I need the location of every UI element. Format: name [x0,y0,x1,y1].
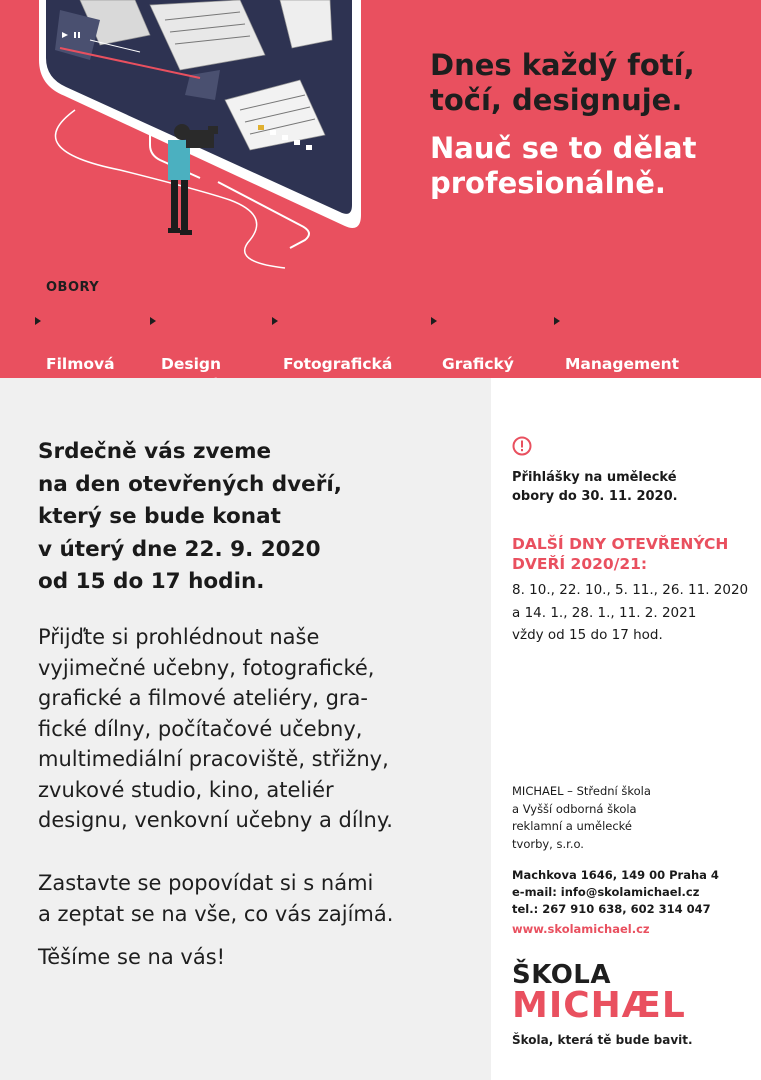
triangle-bullet-icon [554,317,560,325]
headline-dark: Dnes každý fotí, točí, designuje. [430,48,695,117]
obor-label: Management [565,355,680,373]
more-open-days-title: DALŠÍ DNY OTEVŘENÝCH DVEŘÍ 2020/21: [512,535,729,573]
triangle-bullet-icon [150,317,156,325]
invitation-text: Srdečně vás zveme na den otevřených dveří, který se bude konat v úterý dne 22. 9. 2020 od 15 do 17 hodin. [38,439,342,594]
obor-label: Design [161,355,222,373]
obor-label: Grafický [442,355,514,373]
monitor-illustration [0,0,380,280]
school-tagline: Škola, která tě bude bavit. [512,1033,693,1047]
logo-line-skola: ŠKOLA [512,960,611,990]
school-logo [512,960,742,1024]
triangle-bullet-icon [35,317,41,325]
application-deadline: Přihlášky na umělecké obory do 30. 11. 2020. [512,470,678,504]
triangle-bullet-icon [272,317,278,325]
obor-label: Fotografická [283,355,393,373]
contact-info: Machkova 1646, 149 00 Praha 4 e-mail: info@skolamichael.cz tel.: 267 910 638, 602 314 047 [512,868,719,916]
closing-line: Těšíme se na vás! [38,945,226,969]
chat-paragraph: Zastavte se popovídat si s námi a zeptat se na vše, co vás zajímá. [38,871,394,926]
triangle-bullet-icon [431,317,437,325]
company-name: MICHAEL – Střední škola a Vyšší odborná škola reklamní a umělecké tvorby, s.r.o. [512,784,651,851]
headline-light: Nauč se to dělat profesionálně. [430,131,697,200]
facilities-paragraph: Přijďte si prohlédnout naše vyjimečné učebny, fotografické, grafické a filmové ateliéry, gra- fické dílny, počítačové učebny, multimediální pracoviště, střižny, zvukové studio, kino, ateliér designu, venkovní učebny a dílny. [38,625,393,832]
hero-headline [430,48,750,201]
logo-line-michael: MICHÆL [512,985,686,1026]
exclamation-circle-icon [512,436,532,456]
cameraman-illustration [168,124,218,235]
obory-heading: OBORY [46,280,100,295]
hero-banner [0,0,761,378]
more-open-days-dates: 8. 10., 22. 10., 5. 11., 26. 11. 2020 a 14. 1., 28. 1., 11. 2. 2021 vždy od 15 do 17 hod. [512,582,749,643]
obor-label: Filmová [46,355,115,373]
website-link[interactable]: www.skolamichael.cz [512,922,650,936]
